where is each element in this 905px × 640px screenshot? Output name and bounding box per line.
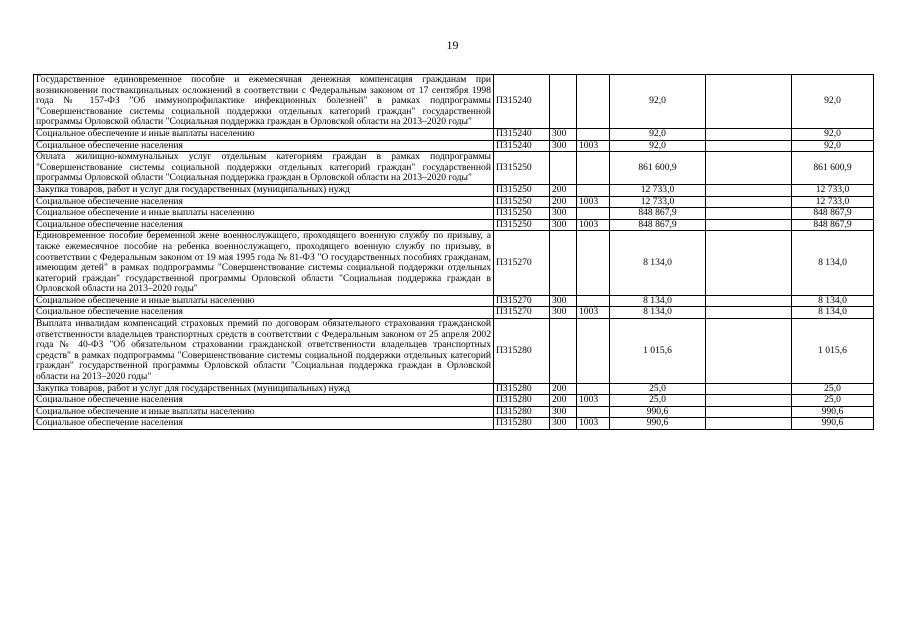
row-name-cell: Социальное обеспечение и иные выплаты населению — [34, 208, 494, 220]
row-sum-cell: 848 867,9 — [610, 219, 706, 231]
row-sum2-cell — [706, 295, 792, 307]
row-kfsr-cell — [577, 128, 610, 140]
row-name-cell: Единовременное пособие беременной жене военнослужащего, проходящего военную службу по призыву, а также ежемесячное пособие на ребенка военнослужащего, проходящего военную службу по призыву, в соответствии с Федеральным законом от 19 мая 1995 года № 81-ФЗ "О государственных пособиях гражданам, имеющим детей" в рамках подпрограммы "Совершенствование системы социальной поддержки отдельных категорий граждан" государственной программы Орловской области "Социальная поддержка граждан в Орловской области на 2013–2020 годы" — [34, 231, 494, 296]
table-row — [34, 418, 874, 430]
row-total-cell: 848 867,9 — [792, 219, 874, 231]
table-row — [34, 184, 874, 196]
row-sum2-cell — [706, 418, 792, 430]
row-kfsr-cell: 1003 — [577, 219, 610, 231]
table-row — [34, 75, 874, 129]
row-total-cell: 1 015,6 — [792, 319, 874, 384]
row-code-cell: П315280 — [494, 383, 550, 395]
row-kvr-cell — [550, 231, 577, 296]
row-code-cell: П315240 — [494, 128, 550, 140]
row-code-cell: П315250 — [494, 152, 550, 185]
row-total-cell: 12 733,0 — [792, 184, 874, 196]
row-kvr-cell: 300 — [550, 140, 577, 152]
row-code-cell: П315280 — [494, 418, 550, 430]
row-sum-cell: 848 867,9 — [610, 208, 706, 220]
table-row — [34, 196, 874, 208]
row-kvr-cell: 300 — [550, 418, 577, 430]
row-code-cell: П315240 — [494, 140, 550, 152]
table-row — [34, 231, 874, 296]
row-kvr-cell: 300 — [550, 128, 577, 140]
row-code-cell: П315270 — [494, 295, 550, 307]
row-sum-cell: 25,0 — [610, 383, 706, 395]
row-name-cell: Социальное обеспечение и иные выплаты населению — [34, 128, 494, 140]
row-sum2-cell — [706, 219, 792, 231]
row-total-cell: 25,0 — [792, 383, 874, 395]
row-sum2-cell — [706, 208, 792, 220]
row-total-cell: 861 600,9 — [792, 152, 874, 185]
row-kfsr-cell: 1003 — [577, 196, 610, 208]
row-name-cell: Закупка товаров, работ и услуг для государственных (муниципальных) нужд — [34, 184, 494, 196]
table-row — [34, 406, 874, 418]
row-sum2-cell — [706, 319, 792, 384]
row-sum-cell: 861 600,9 — [610, 152, 706, 185]
row-kvr-cell — [550, 75, 577, 129]
table-row — [34, 295, 874, 307]
row-sum2-cell — [706, 231, 792, 296]
row-name-cell: Выплата инвалидам компенсаций страховых премий по договорам обязательного страхования гражданской ответственности владельцев транспортных средств в соответствии с Федеральным законом от 25 апреля 2002 года № 40-ФЗ "Об обязательном страховании гражданской ответственности владельцев транспортных средств" в рамках подпрограммы "Совершенствование системы социальной поддержки отдельных категорий граждан" государственной программы Орловской области "Социальная поддержка граждан в Орловской области на 2013–2020 годы" — [34, 319, 494, 384]
row-sum-cell: 1 015,6 — [610, 319, 706, 384]
table-row — [34, 319, 874, 384]
row-sum-cell: 8 134,0 — [610, 295, 706, 307]
row-sum2-cell — [706, 75, 792, 129]
row-name-cell: Оплата жилищно-коммунальных услуг отдельным категориям граждан в рамках подпрограммы "Совершенствование системы социальной поддержки отдельных категорий граждан" государственной программы Орловской области "Социальная поддержка граждан в Орловской области на 2013–2020 годы" — [34, 152, 494, 185]
table-row — [34, 219, 874, 231]
row-code-cell: П315250 — [494, 219, 550, 231]
row-total-cell: 92,0 — [792, 75, 874, 129]
row-total-cell: 8 134,0 — [792, 307, 874, 319]
row-kfsr-cell — [577, 383, 610, 395]
row-sum-cell: 92,0 — [610, 128, 706, 140]
row-total-cell: 12 733,0 — [792, 196, 874, 208]
row-sum2-cell — [706, 196, 792, 208]
page-number: 19 — [446, 38, 459, 52]
row-sum-cell: 12 733,0 — [610, 196, 706, 208]
row-kfsr-cell — [577, 75, 610, 129]
row-kfsr-cell: 1003 — [577, 307, 610, 319]
row-sum2-cell — [706, 383, 792, 395]
row-name-cell: Социальное обеспечение населения — [34, 418, 494, 430]
row-total-cell: 990,6 — [792, 406, 874, 418]
budget-table — [33, 74, 874, 430]
row-kfsr-cell — [577, 208, 610, 220]
row-sum-cell: 990,6 — [610, 418, 706, 430]
row-code-cell: П315270 — [494, 307, 550, 319]
row-total-cell: 990,6 — [792, 418, 874, 430]
row-name-cell: Закупка товаров, работ и услуг для государственных (муниципальных) нужд — [34, 383, 494, 395]
row-code-cell: П315270 — [494, 231, 550, 296]
row-name-cell: Социальное обеспечение населения — [34, 140, 494, 152]
budget-table-body — [34, 75, 874, 430]
row-sum2-cell — [706, 307, 792, 319]
row-name-cell: Социальное обеспечение населения — [34, 196, 494, 208]
row-code-cell: П315250 — [494, 184, 550, 196]
row-name-cell: Социальное обеспечение и иные выплаты населению — [34, 295, 494, 307]
row-kvr-cell — [550, 152, 577, 185]
row-kvr-cell: 300 — [550, 295, 577, 307]
row-sum-cell: 92,0 — [610, 75, 706, 129]
row-kfsr-cell — [577, 406, 610, 418]
row-total-cell: 25,0 — [792, 395, 874, 407]
row-kvr-cell: 200 — [550, 184, 577, 196]
table-row — [34, 307, 874, 319]
row-total-cell: 8 134,0 — [792, 295, 874, 307]
row-kfsr-cell — [577, 152, 610, 185]
row-name-cell: Государственное единовременное пособие и ежемесячная денежная компенсация гражданам при возникновении поствакцинальных осложнений в соответствии с Федеральным законом от 17 сентября 1998 года № 157-ФЗ "Об иммунопрофилактике инфекционных болезней" в рамках подпрограммы "Совершенствование системы социальной поддержки отдельных категорий граждан" государственной программы Орловской области "Социальная поддержка граждан в Орловской области на 2013–2020 годы" — [34, 75, 494, 129]
row-code-cell: П315280 — [494, 395, 550, 407]
row-kvr-cell: 200 — [550, 196, 577, 208]
row-code-cell: П315240 — [494, 75, 550, 129]
row-sum-cell: 8 134,0 — [610, 307, 706, 319]
row-sum2-cell — [706, 140, 792, 152]
row-total-cell: 8 134,0 — [792, 231, 874, 296]
row-kvr-cell: 300 — [550, 208, 577, 220]
row-name-cell: Социальное обеспечение населения — [34, 219, 494, 231]
table-row — [34, 152, 874, 185]
row-sum-cell: 990,6 — [610, 406, 706, 418]
row-kfsr-cell: 1003 — [577, 395, 610, 407]
row-kvr-cell: 300 — [550, 406, 577, 418]
row-total-cell: 92,0 — [792, 128, 874, 140]
row-sum-cell: 12 733,0 — [610, 184, 706, 196]
row-kfsr-cell — [577, 319, 610, 384]
row-kfsr-cell — [577, 231, 610, 296]
row-name-cell: Социальное обеспечение и иные выплаты населению — [34, 406, 494, 418]
row-sum2-cell — [706, 184, 792, 196]
row-sum2-cell — [706, 152, 792, 185]
row-kfsr-cell — [577, 295, 610, 307]
row-name-cell: Социальное обеспечение населения — [34, 307, 494, 319]
table-row — [34, 128, 874, 140]
row-code-cell: П315280 — [494, 319, 550, 384]
table-row — [34, 208, 874, 220]
row-code-cell: П315250 — [494, 208, 550, 220]
table-row — [34, 140, 874, 152]
row-code-cell: П315280 — [494, 406, 550, 418]
row-kvr-cell: 300 — [550, 219, 577, 231]
row-name-cell: Социальное обеспечение населения — [34, 395, 494, 407]
table-row — [34, 395, 874, 407]
row-total-cell: 848 867,9 — [792, 208, 874, 220]
row-sum2-cell — [706, 128, 792, 140]
row-sum-cell: 92,0 — [610, 140, 706, 152]
table-row — [34, 383, 874, 395]
row-total-cell: 92,0 — [792, 140, 874, 152]
row-kvr-cell — [550, 319, 577, 384]
row-kfsr-cell — [577, 184, 610, 196]
row-sum-cell: 25,0 — [610, 395, 706, 407]
row-kfsr-cell: 1003 — [577, 140, 610, 152]
row-kvr-cell: 200 — [550, 383, 577, 395]
row-kfsr-cell: 1003 — [577, 418, 610, 430]
row-kvr-cell: 300 — [550, 307, 577, 319]
row-kvr-cell: 200 — [550, 395, 577, 407]
row-sum-cell: 8 134,0 — [610, 231, 706, 296]
row-code-cell: П315250 — [494, 196, 550, 208]
row-sum2-cell — [706, 395, 792, 407]
row-sum2-cell — [706, 406, 792, 418]
